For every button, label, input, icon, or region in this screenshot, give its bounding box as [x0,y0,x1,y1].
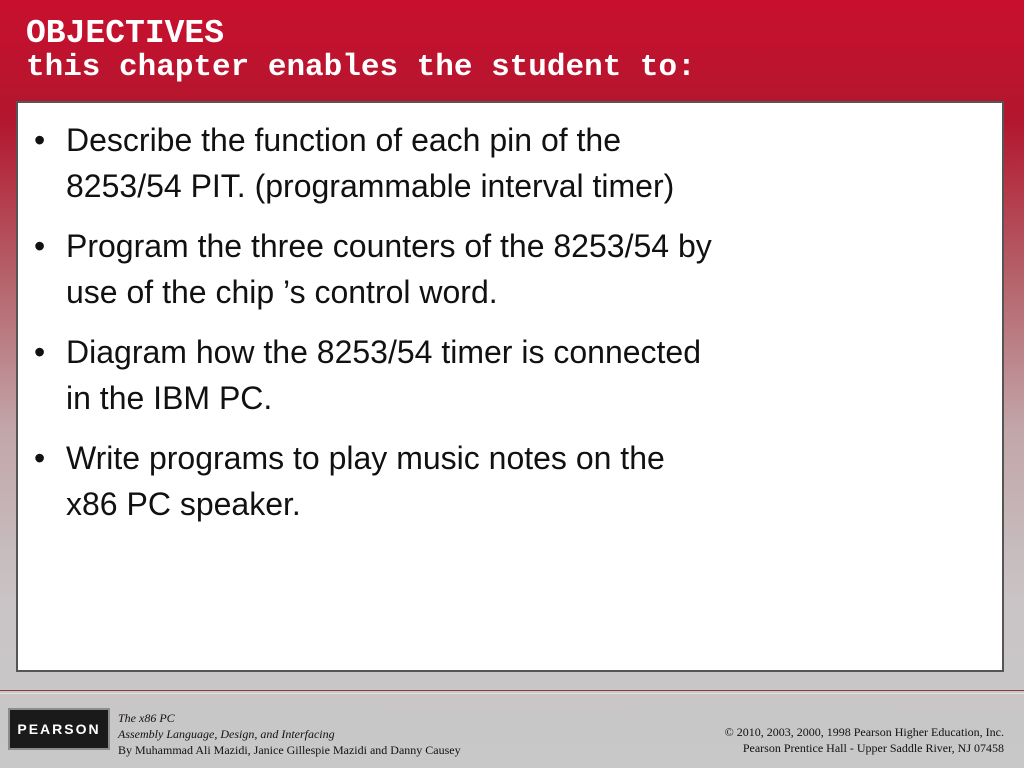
objectives-list [28,117,908,541]
bullet-icon: • [34,122,46,158]
objective-text-4b: x86 PC speaker. [66,486,301,522]
bullet-icon: • [34,334,46,370]
pearson-logo [8,708,110,750]
footer-book-info [118,710,461,758]
objective-text-1b: 8253/54 PIT. (programmable interval timer) [66,168,675,204]
footer-divider-highlight [0,693,1024,694]
bullet-icon: • [34,228,46,264]
slide-title: OBJECTIVES [26,15,225,52]
copyright-text: © 2010, 2003, 2000, 1998 Pearson Higher Education, Inc. [724,725,1004,739]
objective-text-3b: in the IBM PC. [66,380,273,416]
objective-text-1a: Describe the function of each pin of the [66,122,622,158]
bullet-icon: • [34,440,46,476]
objective-item-2 [28,223,908,315]
content-box [16,101,1004,672]
objective-text-2a: Program the three counters of the 8253/54 by [66,228,712,264]
objective-item-3 [28,329,908,421]
book-subtitle: Assembly Language, Design, and Interfacing [118,727,335,741]
publisher-text: Pearson Prentice Hall - Upper Saddle River, NJ 07458 [742,741,1004,755]
objective-item-1 [28,117,908,209]
objective-text-2b: use of the chip ’s control word. [66,274,498,310]
objective-item-4 [28,435,908,527]
slide-subtitle: this chapter enables the student to: [26,50,696,85]
footer-copyright [725,724,1004,756]
footer-divider [0,690,1024,691]
book-title: The x86 PC [118,711,175,725]
objective-text-4a: Write programs to play music notes on the [66,440,665,476]
slide-title-block [26,14,696,88]
logo-text: PEARSON [17,721,101,737]
book-authors: By Muhammad Ali Mazidi, Janice Gillespie Mazidi and Danny Causey [118,743,461,757]
objective-text-3a: Diagram how the 8253/54 timer is connected [66,334,702,370]
